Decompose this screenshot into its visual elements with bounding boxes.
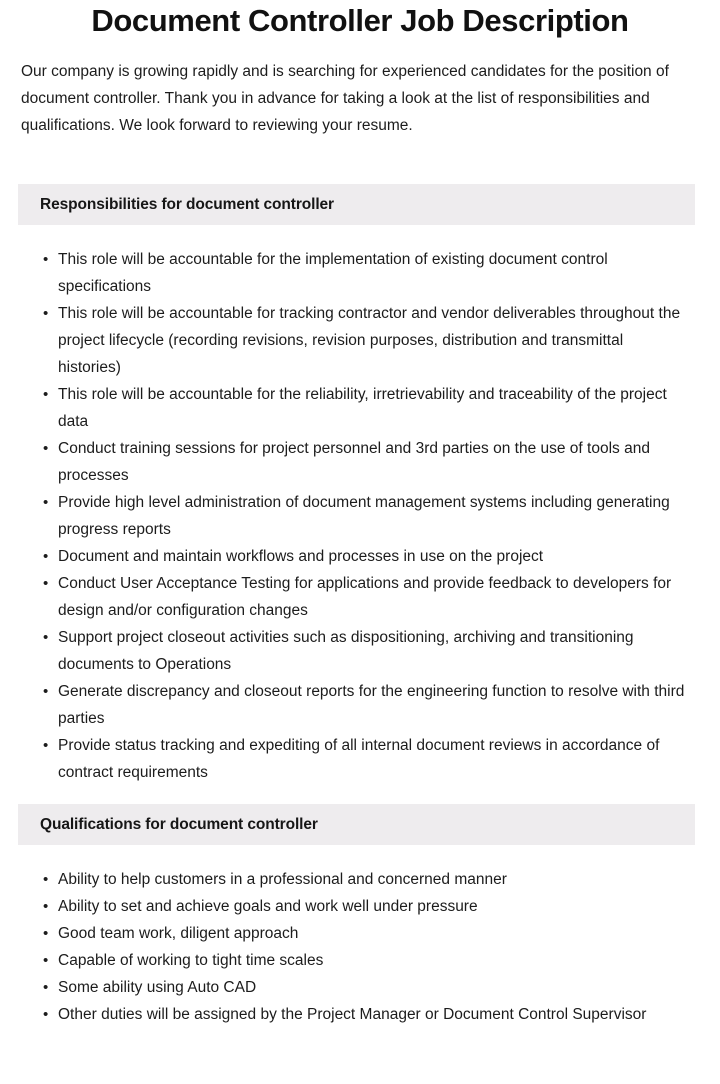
page-title: Document Controller Job Description bbox=[91, 3, 629, 38]
list-item: • Some ability using Auto CAD bbox=[21, 974, 689, 1001]
list-item: • Ability to set and achieve goals and work well under pressure bbox=[21, 893, 689, 920]
list-item: • This role will be accountable for the reliability, irretrievability and traceability of the project data bbox=[21, 381, 689, 435]
list-item: • Other duties will be assigned by the Project Manager or Document Control Supervisor bbox=[21, 1001, 689, 1028]
qualifications-list bbox=[21, 866, 689, 1028]
section-header-responsibilities-label: Responsibilities for document controller bbox=[40, 195, 334, 213]
list-item: • Ability to help customers in a professional and concerned manner bbox=[21, 866, 689, 893]
list-item: • Provide status tracking and expediting of all internal document reviews in accordance of contract requirements bbox=[21, 732, 689, 786]
list-item: • Conduct training sessions for project personnel and 3rd parties on the use of tools and processes bbox=[21, 435, 689, 489]
list-item: • This role will be accountable for tracking contractor and vendor deliverables throughout the project lifecycle (recording revisions, revision purposes, distribution and transmittal histories) bbox=[21, 300, 689, 381]
list-item: • Document and maintain workflows and processes in use on the project bbox=[21, 543, 689, 570]
list-item: • This role will be accountable for the implementation of existing document control specifications bbox=[21, 246, 689, 300]
section-header-responsibilities bbox=[18, 184, 695, 225]
list-item: • Conduct User Acceptance Testing for applications and provide feedback to developers for design and/or configuration changes bbox=[21, 570, 689, 624]
list-item: • Capable of working to tight time scales bbox=[21, 947, 689, 974]
section-header-qualifications bbox=[18, 804, 695, 845]
responsibilities-list bbox=[21, 246, 689, 786]
section-header-qualifications-label: Qualifications for document controller bbox=[40, 815, 318, 833]
list-item: • Generate discrepancy and closeout reports for the engineering function to resolve with third parties bbox=[21, 678, 689, 732]
list-item: • Good team work, diligent approach bbox=[21, 920, 689, 947]
list-item: • Provide high level administration of document management systems including generating progress reports bbox=[21, 489, 689, 543]
list-item: • Support project closeout activities such as dispositioning, archiving and transitioning documents to Operations bbox=[21, 624, 689, 678]
intro-paragraph: Our company is growing rapidly and is searching for experienced candidates for the position of document controller. Thank you in advance for taking a look at the list of responsibilities and qualifications. We look forward to reviewing your resume. bbox=[21, 63, 669, 134]
